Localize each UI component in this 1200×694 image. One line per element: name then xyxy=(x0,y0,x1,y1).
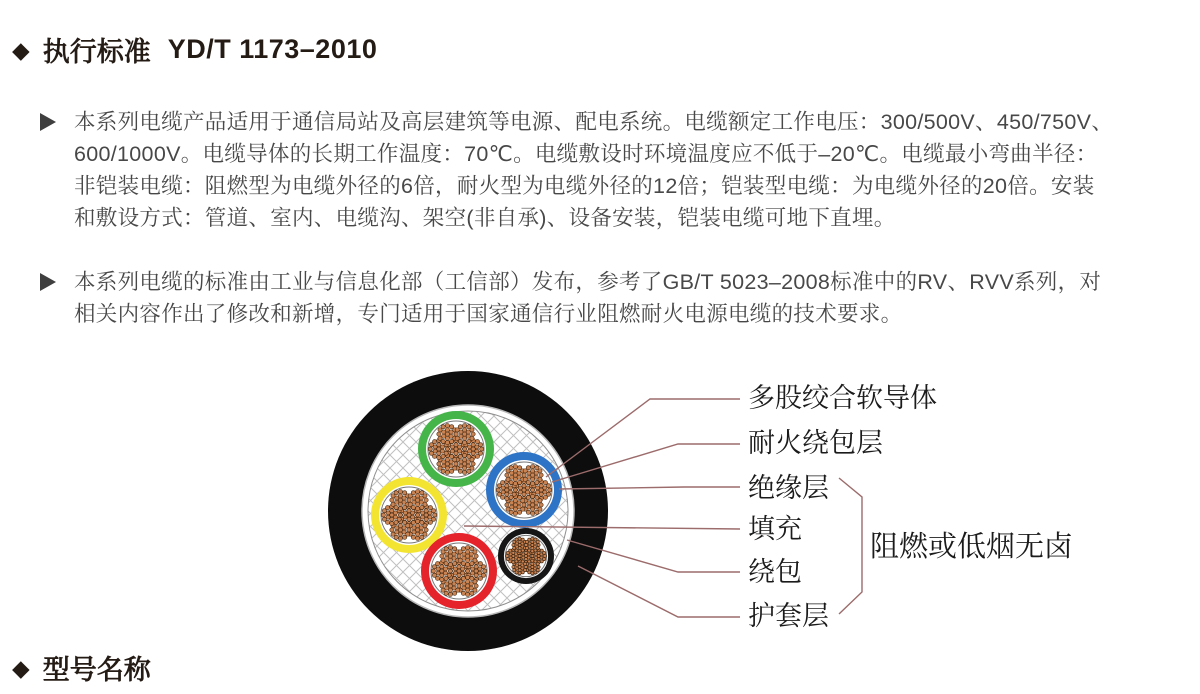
paragraph-line: 本系列电缆的标准由工业与信息化部（工信部）发布，参考了GB/T 5023–2008标准中的RV、RVV系列，对 xyxy=(74,270,1102,294)
diagram-label-filler: 填充 xyxy=(748,514,802,545)
diagram-label-sheath: 护套层 xyxy=(748,601,829,632)
leader-line-sheath xyxy=(578,566,740,617)
diagram-label-conductor: 多股绞合软导体 xyxy=(748,383,937,414)
paragraph-line: 非铠装电缆：阻燃型为电缆外径的6倍，耐火型为电缆外径的12倍；铠装型电缆：为电缆外径的20倍。安装 xyxy=(74,174,1095,198)
section-title-text: 执行标准 xyxy=(42,37,151,67)
diagram-label-wrap: 绕包 xyxy=(748,557,802,588)
paragraph-line: 和敷设方式：管道、室内、电缆沟、架空(非自承)、设备安装，铠装电缆可地下直埋。 xyxy=(74,206,896,230)
diagram-label-insulation: 绝缘层 xyxy=(748,473,829,504)
paragraph-line: 600/1000V。电缆导体的长期工作温度：70℃。电缆敷设时环境温度应不低于–20℃。电缆最小弯曲半径： xyxy=(74,142,1098,166)
group-bracket xyxy=(839,478,862,614)
cable-drawing xyxy=(328,371,608,651)
paragraph-line: 本系列电缆产品适用于通信局站及高层建筑等电源、配电系统。电缆额定工作电压：300/500V、450/750V、 xyxy=(74,110,1114,134)
diagram-labels xyxy=(748,383,1073,632)
paragraph-line: 相关内容作出了修改和新增，专门适用于国家通信行业阻燃耐火电源电缆的技术要求。 xyxy=(74,302,903,326)
diamond-bullet-icon: ◆ xyxy=(12,655,30,681)
section-title-text: 型号名称 xyxy=(42,655,151,685)
diamond-bullet-icon: ◆ xyxy=(12,37,30,63)
diagram-label-flame-retardant-group: 阻燃或低烟无卤 xyxy=(870,529,1074,563)
diagram-label-fire-wrap: 耐火绕包层 xyxy=(748,428,883,459)
standard-code-text: YD/T 1173–2010 xyxy=(167,34,378,64)
section-title-model xyxy=(12,648,151,687)
